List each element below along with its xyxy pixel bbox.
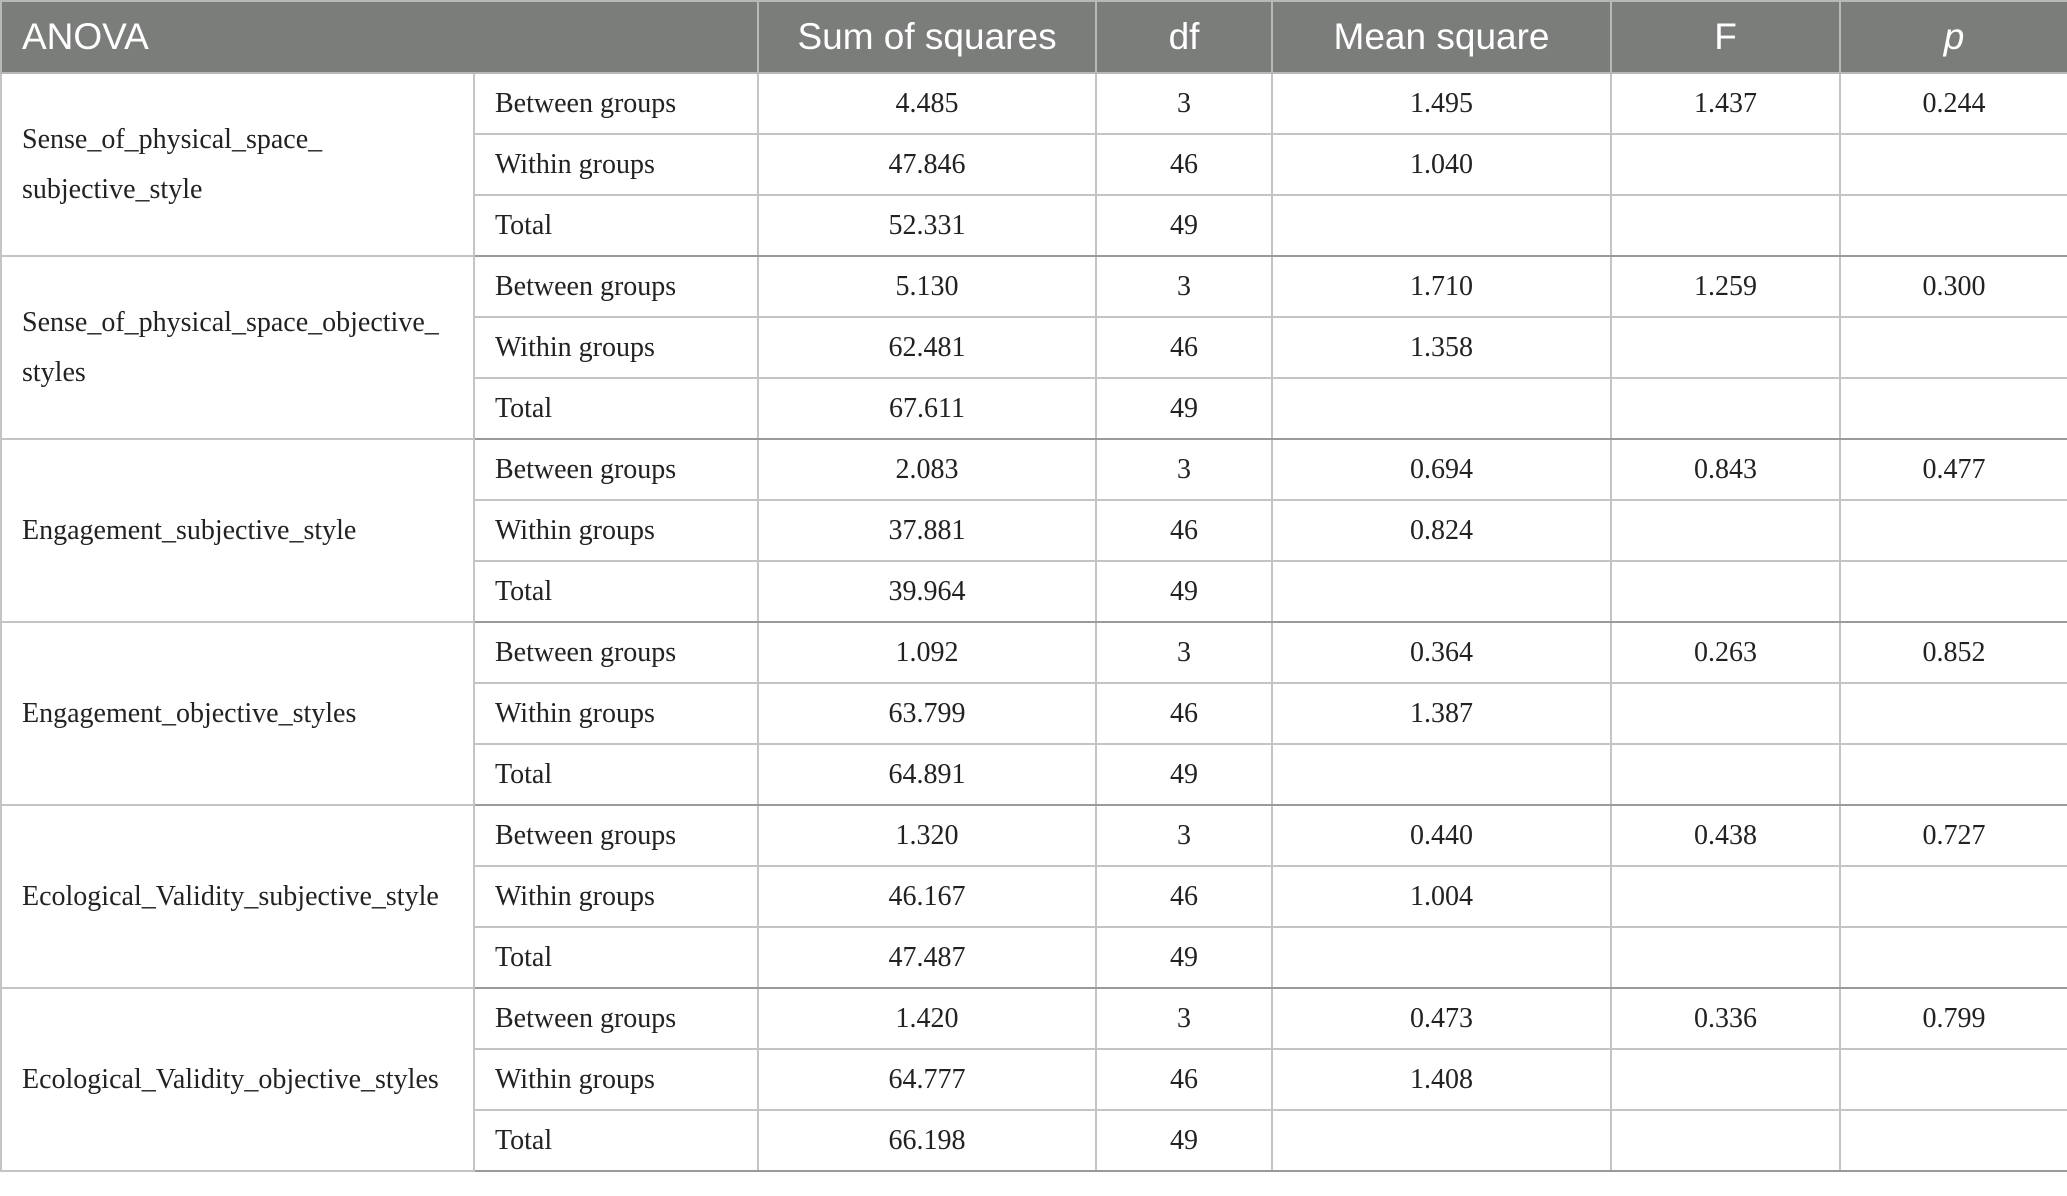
ss-cell: 62.481	[758, 317, 1096, 378]
ss-cell: 39.964	[758, 561, 1096, 622]
ss-cell: 4.485	[758, 73, 1096, 134]
ss-cell: 1.420	[758, 988, 1096, 1049]
f-cell	[1611, 378, 1840, 439]
f-cell: 0.843	[1611, 439, 1840, 500]
ms-cell: 0.473	[1272, 988, 1611, 1049]
table-body	[1, 73, 2067, 1171]
p-cell: 0.852	[1840, 622, 2067, 683]
ms-cell	[1272, 195, 1611, 256]
ss-cell: 1.320	[758, 805, 1096, 866]
table-row	[1, 622, 2067, 683]
df-cell: 46	[1096, 500, 1272, 561]
source-cell: Total	[474, 378, 758, 439]
ms-cell: 0.440	[1272, 805, 1611, 866]
table-row	[1, 73, 2067, 134]
ms-cell: 1.495	[1272, 73, 1611, 134]
f-cell: 1.259	[1611, 256, 1840, 317]
source-cell: Between groups	[474, 73, 758, 134]
ms-cell: 1.358	[1272, 317, 1611, 378]
f-cell	[1611, 927, 1840, 988]
df-cell: 3	[1096, 805, 1272, 866]
source-cell: Between groups	[474, 988, 758, 1049]
f-cell	[1611, 1049, 1840, 1110]
table-header	[1, 1, 2067, 73]
ss-cell: 63.799	[758, 683, 1096, 744]
ss-cell: 47.487	[758, 927, 1096, 988]
source-cell: Within groups	[474, 866, 758, 927]
p-cell	[1840, 866, 2067, 927]
p-cell	[1840, 500, 2067, 561]
header-sum-of-squares: Sum of squares	[758, 1, 1096, 73]
p-cell: 0.727	[1840, 805, 2067, 866]
header-p: p	[1840, 1, 2067, 73]
f-cell	[1611, 683, 1840, 744]
p-cell: 0.300	[1840, 256, 2067, 317]
variable-name: Ecological_Validity_subjective_style	[1, 805, 474, 988]
p-cell	[1840, 195, 2067, 256]
df-cell: 46	[1096, 1049, 1272, 1110]
ms-cell	[1272, 1110, 1611, 1171]
f-cell	[1611, 561, 1840, 622]
variable-name: Sense_of_physical_space_objective_ styles	[1, 256, 474, 439]
df-cell: 49	[1096, 744, 1272, 805]
ms-cell	[1272, 744, 1611, 805]
p-cell	[1840, 1110, 2067, 1171]
ms-cell: 1.387	[1272, 683, 1611, 744]
p-cell	[1840, 134, 2067, 195]
df-cell: 3	[1096, 439, 1272, 500]
ss-cell: 37.881	[758, 500, 1096, 561]
df-cell: 49	[1096, 195, 1272, 256]
p-cell: 0.244	[1840, 73, 2067, 134]
df-cell: 49	[1096, 378, 1272, 439]
ms-cell: 1.710	[1272, 256, 1611, 317]
ss-cell: 2.083	[758, 439, 1096, 500]
f-cell	[1611, 195, 1840, 256]
ss-cell: 5.130	[758, 256, 1096, 317]
p-cell	[1840, 683, 2067, 744]
source-cell: Within groups	[474, 1049, 758, 1110]
source-cell: Within groups	[474, 317, 758, 378]
source-cell: Total	[474, 927, 758, 988]
ss-cell: 66.198	[758, 1110, 1096, 1171]
source-cell: Between groups	[474, 622, 758, 683]
header-f: F	[1611, 1, 1840, 73]
header-mean-square: Mean square	[1272, 1, 1611, 73]
f-cell: 0.263	[1611, 622, 1840, 683]
df-cell: 46	[1096, 317, 1272, 378]
ss-cell: 64.777	[758, 1049, 1096, 1110]
header-anova: ANOVA	[1, 1, 758, 73]
df-cell: 3	[1096, 988, 1272, 1049]
df-cell: 46	[1096, 134, 1272, 195]
f-cell	[1611, 1110, 1840, 1171]
source-cell: Within groups	[474, 134, 758, 195]
df-cell: 49	[1096, 927, 1272, 988]
df-cell: 46	[1096, 683, 1272, 744]
source-cell: Between groups	[474, 256, 758, 317]
df-cell: 3	[1096, 622, 1272, 683]
variable-name: Engagement_subjective_style	[1, 439, 474, 622]
ms-cell	[1272, 378, 1611, 439]
ms-cell: 0.824	[1272, 500, 1611, 561]
f-cell	[1611, 744, 1840, 805]
f-cell	[1611, 500, 1840, 561]
df-cell: 3	[1096, 256, 1272, 317]
ms-cell	[1272, 561, 1611, 622]
p-cell	[1840, 378, 2067, 439]
table-row	[1, 256, 2067, 317]
source-cell: Total	[474, 744, 758, 805]
p-cell	[1840, 561, 2067, 622]
source-cell: Within groups	[474, 683, 758, 744]
variable-name: Ecological_Validity_objective_styles	[1, 988, 474, 1171]
source-cell: Total	[474, 561, 758, 622]
f-cell: 0.336	[1611, 988, 1840, 1049]
f-cell: 1.437	[1611, 73, 1840, 134]
ms-cell: 0.364	[1272, 622, 1611, 683]
df-cell: 3	[1096, 73, 1272, 134]
ms-cell	[1272, 927, 1611, 988]
f-cell: 0.438	[1611, 805, 1840, 866]
f-cell	[1611, 134, 1840, 195]
ms-cell: 1.004	[1272, 866, 1611, 927]
ss-cell: 46.167	[758, 866, 1096, 927]
ss-cell: 64.891	[758, 744, 1096, 805]
p-cell: 0.799	[1840, 988, 2067, 1049]
f-cell	[1611, 317, 1840, 378]
f-cell	[1611, 866, 1840, 927]
ms-cell: 1.040	[1272, 134, 1611, 195]
df-cell: 49	[1096, 561, 1272, 622]
p-cell	[1840, 1049, 2067, 1110]
df-cell: 49	[1096, 1110, 1272, 1171]
ms-cell: 1.408	[1272, 1049, 1611, 1110]
table-row	[1, 988, 2067, 1049]
df-cell: 46	[1096, 866, 1272, 927]
ss-cell: 67.611	[758, 378, 1096, 439]
ms-cell: 0.694	[1272, 439, 1611, 500]
header-df: df	[1096, 1, 1272, 73]
p-cell	[1840, 317, 2067, 378]
variable-name: Engagement_objective_styles	[1, 622, 474, 805]
ss-cell: 1.092	[758, 622, 1096, 683]
header-row	[1, 1, 2067, 73]
ss-cell: 52.331	[758, 195, 1096, 256]
source-cell: Total	[474, 195, 758, 256]
ss-cell: 47.846	[758, 134, 1096, 195]
table-row	[1, 439, 2067, 500]
p-cell	[1840, 744, 2067, 805]
p-cell: 0.477	[1840, 439, 2067, 500]
variable-name: Sense_of_physical_space_ subjective_style	[1, 73, 474, 256]
source-cell: Within groups	[474, 500, 758, 561]
source-cell: Total	[474, 1110, 758, 1171]
source-cell: Between groups	[474, 439, 758, 500]
table-row	[1, 805, 2067, 866]
source-cell: Between groups	[474, 805, 758, 866]
p-cell	[1840, 927, 2067, 988]
